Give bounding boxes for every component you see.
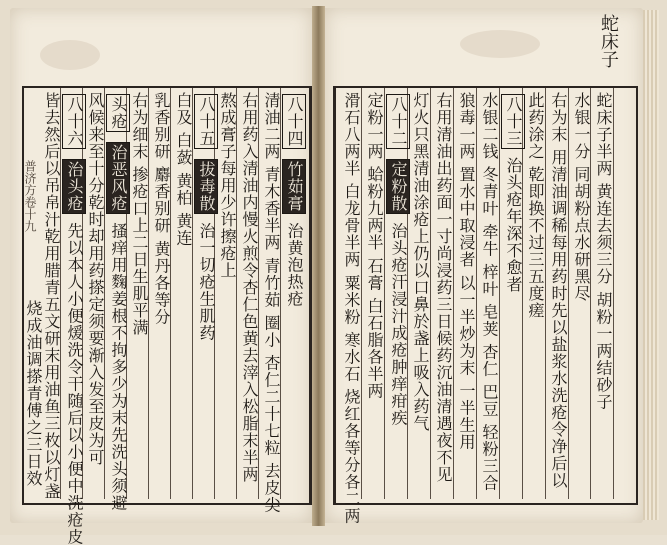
recipe-heading: 八十六 治头疮 先以本人小便煖洗令干随后以小便中洗疮皮 [62,92,86,494]
text-column: 灯火只黑清油涂疮上仍以口鼻於盏上吸入药气 [411,92,430,432]
recipe-number-label: 八十五 [194,94,218,149]
text-column: 风候来至十分乾时却用药搽定须要渐入发至皮为可 [86,92,105,466]
text-column: 狼毒一两 置水中取浸者 以一半炒为末 一半生用 [457,92,476,451]
book-gutter [312,6,325,526]
text-column: 乳香别研 麝香别研 黄丹各等分 [152,92,171,326]
text-column: 白及 白蔹 黄柏 黄连 [174,92,193,247]
paper-stain [40,40,100,70]
text-column: 皆去然后以吊帛汁乾用腊青五文研末用油鱼三枚以灯盏 [42,92,61,500]
recipe-number-label: 八十二 [386,94,410,149]
text-column: 右为末 用清油调稀每用药时先以盐浆水洗疮令净后以 [549,92,568,490]
text-column: 右为细末 掺疮口上二日生肌平满 [130,92,149,337]
text-column: 滑石八两半 白龙骨半两 粟米粉 寒水石 烧红各等分各二两 [342,92,361,525]
text-column: 水银一分 同胡粉点水研黑尽 [572,92,591,303]
text-column: 此药涂之 乾即换不过三五度瘥 [526,92,545,320]
paper-stain [460,30,540,58]
section-label: 头疮 [106,94,130,132]
recipe-name-label: 拔毒散 [194,159,218,214]
recipe-name-label: 定粉散 [386,159,410,214]
recipe-heading: 八十二 定粉散 治头疮汗浸汁成疮肿痒疳疾 [386,92,410,494]
recipe-heading: 八十四 竹茹膏 治黄泡热疮 [282,92,306,494]
recipe-number-label: 八十三 [501,94,525,149]
recipe-heading: 八十五 拔毒散 治一切疮生肌药 [194,92,218,494]
recipe-heading: 头疮 治恶风疮 搔痒用麴姜根不拘多少为末先洗头须避 [106,92,130,494]
recipe-number-label: 八十四 [282,94,306,149]
text-column: 水银二钱 冬青叶 牵牛 梓叶 皂荚 杏仁 巴豆 轻粉三合 [480,92,499,492]
text-column: 右用药入清油内慢火煎令杏仁色黄去滓入松脂末半两 [240,92,259,483]
recipe-name-label: 治头疮 [62,159,86,214]
right-header: 蛇床子 [598,14,619,68]
recipe-number-label: 八十六 [62,94,86,149]
recipe-name-label: 治恶风疮 [106,142,130,214]
left-margin-title: 普济方卷十九 [23,160,37,232]
text-column: 清油二两 青木香半两 青竹茹 圈小 杏仁二十七粒 去皮尖 [262,92,281,514]
text-column: 熬成膏子每用少许擦疮上 [218,92,237,279]
page-edges [643,10,659,520]
text-column: 右用清油出药面一寸尚浸药三日候药沉油清遇夜不见 [434,92,453,483]
text-column: 烧成油调搽青傅之三日效 [24,300,43,487]
recipe-heading: 八十三 治头疮年深不愈者 [501,92,525,494]
text-column: 蛇床子半两 黄连去须三分 胡粉一两结砂子 [594,92,613,411]
recipe-name-label: 竹茹膏 [282,159,306,214]
text-column: 定粉一两 蛤粉九两半 石膏 白石脂各半两 [365,92,384,400]
